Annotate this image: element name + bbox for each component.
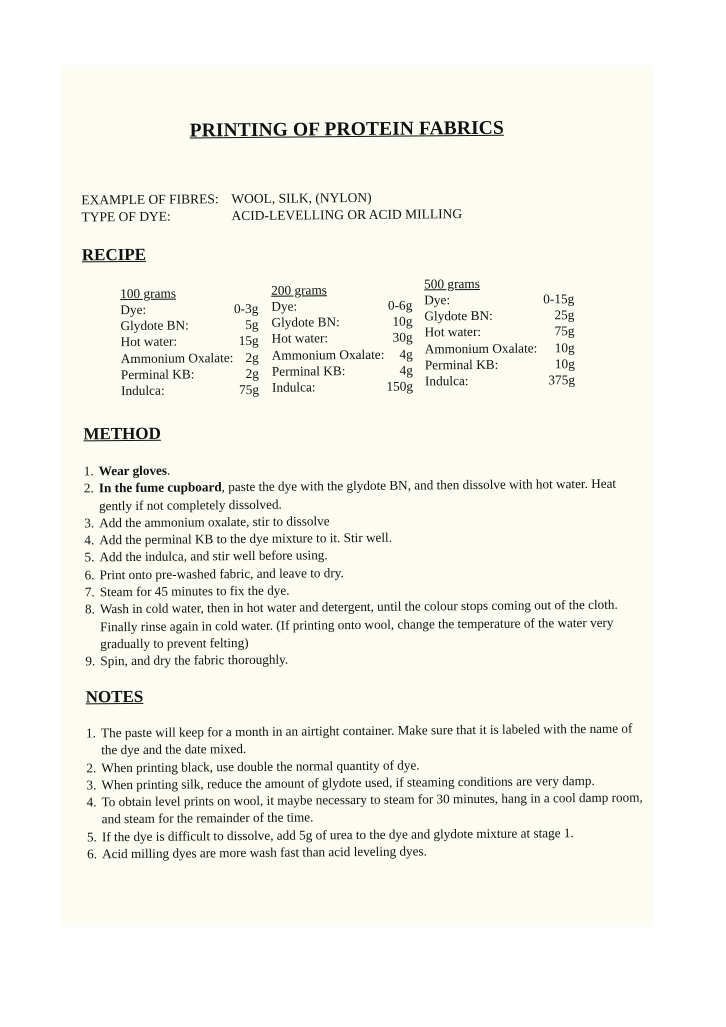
- recipe-row: [425, 340, 575, 358]
- ingredient-name: Ammonium Oxalate:: [120, 349, 234, 366]
- step-number: 1.: [83, 463, 94, 479]
- note-text: If the dye is difficult to dissolve, add 5g of urea to the dye and glydote mixture at stage 1.: [101, 824, 574, 845]
- ingredient-amount: 30g: [392, 329, 413, 346]
- notes-heading: NOTES: [85, 686, 144, 707]
- ingredient-amount: 0-3g: [233, 300, 259, 317]
- recipe-row: [120, 317, 258, 334]
- step-emphasis: Wear gloves: [98, 462, 168, 479]
- recipe-row: [121, 382, 259, 399]
- recipe-row: [425, 356, 575, 374]
- dye-type-label: TYPE OF DYE:: [81, 208, 171, 225]
- ingredient-amount: 5g: [245, 317, 259, 333]
- note-text: When printing silk, reduce the amount of glydote used, if steaming conditions are very damp.: [101, 772, 595, 793]
- recipe-column-100g: [120, 285, 259, 399]
- ingredient-amount: 10g: [392, 313, 413, 329]
- notes-list: [86, 720, 647, 863]
- step-text: Steam for 45 minutes to fix the dye.: [99, 582, 290, 600]
- step-number: 5.: [84, 549, 95, 565]
- ingredient-name: Glydote BN:: [271, 314, 340, 330]
- ingredient-amount: 75g: [554, 323, 575, 339]
- ingredient-name: Dye:: [271, 298, 298, 314]
- note-item: [86, 720, 646, 759]
- ingredient-amount: 4g: [399, 346, 413, 362]
- recipe-column-200g: [271, 282, 413, 396]
- recipe-row: [424, 307, 574, 325]
- recipe-row: [424, 291, 574, 309]
- recipe-column-title: 200 grams: [271, 282, 327, 298]
- note-item: [87, 841, 647, 863]
- note-number: 3.: [86, 777, 97, 793]
- recipe-row: [272, 379, 413, 396]
- note-number: 2.: [86, 759, 97, 775]
- method-step: [84, 475, 624, 514]
- note-text: Acid milling dyes are more wash fast than acid leveling dyes.: [102, 843, 427, 862]
- step-number: 9.: [85, 653, 96, 669]
- method-step: [85, 648, 625, 670]
- dye-type-value: ACID-LEVELLING OR ACID MILLING: [231, 206, 463, 224]
- ingredient-name: Perminal KB:: [424, 356, 499, 373]
- recipe-column-title: 500 grams: [424, 275, 480, 292]
- step-text: Add the indulca, and stir well before using.: [99, 547, 328, 565]
- recipe-row: [425, 372, 575, 390]
- ingredient-name: Hot water:: [120, 333, 178, 350]
- step-emphasis: In the fume cupboard: [98, 479, 222, 496]
- ingredient-name: Ammonium Oxalate:: [271, 346, 385, 363]
- step-number: 3.: [84, 515, 95, 531]
- note-text: When printing black, use double the normal quantity of dye.: [101, 757, 420, 775]
- step-number: 8.: [84, 601, 95, 617]
- step-text: , paste the dye with the glydote BN, and then dissolve with hot water. Heat gently if not completely dissolved.: [98, 476, 617, 513]
- ingredient-name: Glydote BN:: [424, 308, 493, 324]
- ingredient-amount: 150g: [386, 378, 414, 394]
- recipe-row: [272, 330, 413, 347]
- recipe-row: [272, 362, 413, 379]
- step-number: 7.: [84, 584, 95, 600]
- ingredient-amount: 2g: [245, 365, 259, 381]
- note-text: To obtain level prints on wool, it maybe necessary to steam for 30 minutes, hang in a cool damp room, and steam for the remainder of the time.: [101, 789, 643, 827]
- ingredient-name: Dye:: [120, 301, 147, 318]
- ingredient-amount: 75g: [239, 381, 260, 398]
- ingredient-amount: 25g: [554, 307, 575, 323]
- recipe-column-500g: [424, 275, 575, 390]
- note-item: [87, 789, 647, 828]
- method-step: [85, 596, 625, 653]
- ingredient-name: Hot water:: [424, 324, 482, 340]
- step-text: .: [166, 462, 171, 478]
- page-title: PRINTING OF PROTEIN FABRICS: [189, 117, 504, 142]
- ingredient-amount: 2g: [245, 349, 259, 365]
- recipe-row: [271, 298, 412, 315]
- recipe-row: [121, 366, 259, 383]
- recipe-row: [424, 324, 574, 342]
- ingredient-amount: 375g: [548, 372, 576, 388]
- step-text: Add the ammonium oxalate, stir to dissolve: [99, 513, 330, 531]
- ingredient-amount: 10g: [554, 355, 575, 372]
- ingredient-name: Perminal KB:: [120, 366, 195, 382]
- step-number: 4.: [84, 532, 95, 548]
- note-number: 6.: [87, 846, 98, 862]
- fibres-label: EXAMPLE OF FIBRES:: [81, 191, 219, 208]
- ingredient-name: Perminal KB:: [271, 362, 346, 379]
- ingredient-name: Indulca:: [424, 373, 469, 389]
- step-text: Wash in cold water, then in hot water and detergent, until the colour stops coming out of the cloth. Finally rinse again in cold water. (If printing onto wool, change the temperature of the water very gradually to prevent felting): [99, 597, 618, 652]
- ingredient-name: Dye:: [424, 292, 451, 308]
- ingredient-name: Indulca:: [120, 382, 165, 399]
- recipe-row: [120, 301, 258, 318]
- recipe-heading: RECIPE: [81, 244, 147, 265]
- step-text: Print onto pre-washed fabric, and leave to dry.: [99, 564, 344, 583]
- note-number: 4.: [86, 794, 97, 810]
- ingredient-amount: 0-15g: [543, 291, 575, 307]
- note-number: 5.: [86, 829, 97, 845]
- recipe-row: [272, 346, 413, 363]
- method-list: [84, 458, 626, 670]
- method-heading: METHOD: [83, 423, 161, 444]
- ingredient-name: Indulca:: [271, 379, 316, 395]
- step-number: 2.: [83, 480, 94, 496]
- ingredient-amount: 0-6g: [387, 297, 413, 313]
- step-text: Spin, and dry the fabric thoroughly.: [100, 651, 289, 669]
- ingredient-name: Hot water:: [271, 330, 329, 347]
- recipe-row: [121, 333, 259, 350]
- step-number: 6.: [84, 567, 95, 583]
- recipe-row: [271, 314, 412, 331]
- ingredient-amount: 15g: [238, 333, 259, 349]
- note-number: 1.: [85, 725, 96, 741]
- recipe-row: [121, 349, 259, 366]
- note-text: The paste will keep for a month in an airtight container. Make sure that it is labeled with the name of the dye and the date mixed.: [100, 720, 633, 758]
- fibres-value: WOOL, SILK, (NYLON): [231, 189, 372, 207]
- ingredient-amount: 10g: [554, 339, 575, 355]
- ingredient-name: Glydote BN:: [120, 317, 189, 334]
- ingredient-amount: 4g: [399, 362, 413, 378]
- recipe-column-title: 100 grams: [120, 285, 177, 302]
- step-text: Add the perminal KB to the dye mixture to it. Stir well.: [99, 529, 393, 548]
- ingredient-name: Ammonium Oxalate:: [424, 340, 538, 357]
